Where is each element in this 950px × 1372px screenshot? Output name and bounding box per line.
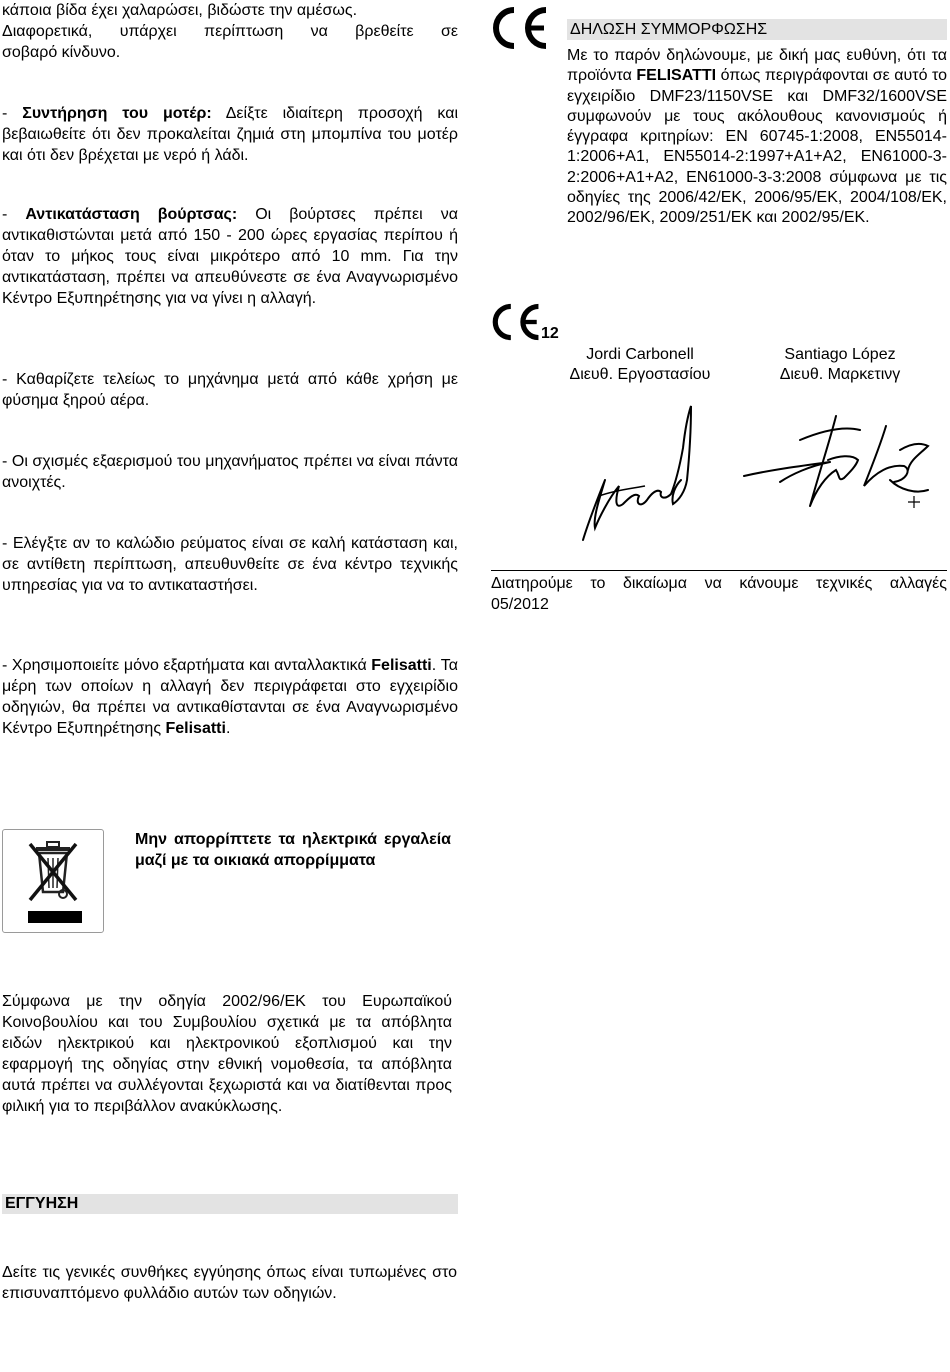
spare-parts-item (2, 655, 458, 739)
declaration-text-2: όπως περιγράφονται σε αυτό το εγχειρίδιο DMF23/1150VSE και DMF32/1600VSE συμφωνούν με τους ακόλουθους κανονισμούς ή έγγραφα κριτηρίων: EN 60745-1:2008, EN55014-1:2006+A1, EN55014-2:1997+A1+A2, EN61000-3-2:2006+A1+A2, EN61000-3-3:2008 σύμφωνα με τις οδηγίες της 2006/42/ΕΚ, 2006/95/ΕΚ, 2004/108/ΕΚ, 2002/96/ΕΚ, 2009/251/ΕΚ και 2002/95/ΕΚ. (567, 67, 948, 227)
warranty-heading: ΕΓΓΥΗΣΗ (2, 1194, 458, 1214)
ce-mark-small-icon (490, 303, 542, 341)
ce-mark-icon (490, 6, 550, 50)
weee-directive-text: Σύμφωνα με την οδηγία 2002/96/ΕΚ του Ευρωπαϊκού Κοινοβουλίου και του Συμβουλίου σχετικά με τα απόβλητα ειδών ηλεκτρικού και ηλεκτρονικού εξοπλισμού και την εφαρμογή της οδηγίας στην εθνική νομοθεσία, τα απόβλητα αυτά πρέπει να συλλέγονται ξεχωριστά και να διατίθενται προς φιλική για το περιβάλλον ανακύκλωσης. (2, 993, 452, 1115)
brush-replacement-item (2, 204, 458, 309)
ventilation-item: - Οι σχισμές εξαερισμού του μηχανήματος πρέπει να είναι πάντα ανοιχτές. (2, 453, 458, 491)
brush-label: Αντικατάσταση βούρτσας: (25, 206, 238, 223)
declaration-text (567, 46, 947, 229)
ce-notified-body-number: 12 (541, 325, 559, 342)
signature-2 (740, 410, 940, 520)
motor-bullet: - (2, 105, 23, 122)
cleaning-item: - Καθαρίζετε τελείως το μηχάνημα μετά από κάθε χρήση με φύσημα ξηρού αέρα. (2, 371, 458, 409)
signatory-1 (560, 345, 720, 385)
parts-text-3: . (225, 720, 231, 737)
signatory-2-role: Διευθ. Μαρκετινγ (779, 366, 901, 383)
intro-paragraph: κάποια βίδα έχει χαλαρώσει, βιδώστε την αμέσως. Διαφορετικά, υπάρχει περίπτωση να βρεθείτε σε σοβαρό κίνδυνο. (2, 2, 458, 61)
motor-maintenance-item (2, 103, 458, 166)
brush-text: Οι βούρτσες πρέπει να αντικαθιστώνται μετά από 150 - 200 ώρες εργασίας περίπου ή όταν το μήκος τους είναι μικρότερο από 10 mm. Για την αντικατάσταση, πρέπει να απευθύνεστε σε ένα Αναγνωρισμένο Κέντρο Εξυπηρέτησης για να γίνει η αλλαγή. (2, 206, 458, 307)
parts-brand-1: Felisatti (371, 657, 432, 674)
signatory-1-name: Jordi Carbonell (586, 346, 694, 363)
parts-text-1: - Χρησιμοποιείτε μόνο εξαρτήματα και ανταλλακτικά (2, 657, 372, 674)
power-cable-item: - Ελέγξτε αν το καλώδιο ρεύματος είναι σε καλή κατάσταση και, σε αντίθετη περίπτωση, απευθυνθείτε σε ένα κέντρο τεχνικής υπηρεσίας για να το αντικαταστήσει. (2, 535, 458, 594)
signature-1 (575, 400, 715, 550)
document-date: 05/2012 (491, 596, 549, 613)
weee-warning: Μην απορρίπτετε τα ηλεκτρικά εργαλεία μαζί με τα οικιακά απορρίμματα (135, 831, 451, 869)
declaration-heading: ΔΗΛΩΣΗ ΣΥΜΜΟΡΦΩΣΗΣ (567, 19, 947, 40)
warranty-text: Δείτε τις γενικές συνθήκες εγγύησης όπως είναι τυπωμένες στο επισυναπτόμενο φυλλάδιο αυτών των οδηγιών. (2, 1264, 457, 1302)
motor-text: Δείξτε ιδιαίτερη προσοχή και βεβαιωθείτε ότι δεν προκαλείται ζημιά στη μπομπίνα του μοτέρ και ότι δεν βρέχεται με νερό ή λάδι. (2, 105, 459, 164)
rights-reserved-line: Διατηρούμε το δικαίωμα να κάνουμε τεχνικές αλλαγές (491, 575, 947, 592)
divider-line (491, 570, 947, 571)
signatory-2 (760, 345, 920, 385)
parts-text-2: . Τα μέρη των οποίων η αλλαγή δεν περιγράφεται στο εγχειρίδιο οδηγιών, θα πρέπει να αντικαθίστανται σε ένα Αναγνωρισμένο Κέντρο Εξυπηρέτησης (2, 657, 459, 737)
motor-label: Συντήρηση του μοτέρ: (22, 105, 212, 122)
declaration-brand: FELISATTI (636, 67, 717, 85)
signatory-1-role: Διευθ. Εργοστασίου (569, 366, 711, 383)
brush-bullet: - (2, 206, 26, 223)
declaration-text-1: Με το παρόν δηλώνουμε, με δική μας ευθύνη, ότι τα προϊόντα (567, 47, 947, 85)
weee-symbol-frame (2, 829, 104, 933)
crossed-out-wheelie-bin-icon (3, 830, 103, 932)
signatory-2-name: Santiago López (784, 346, 896, 363)
parts-brand-2: Felisatti (165, 720, 226, 737)
